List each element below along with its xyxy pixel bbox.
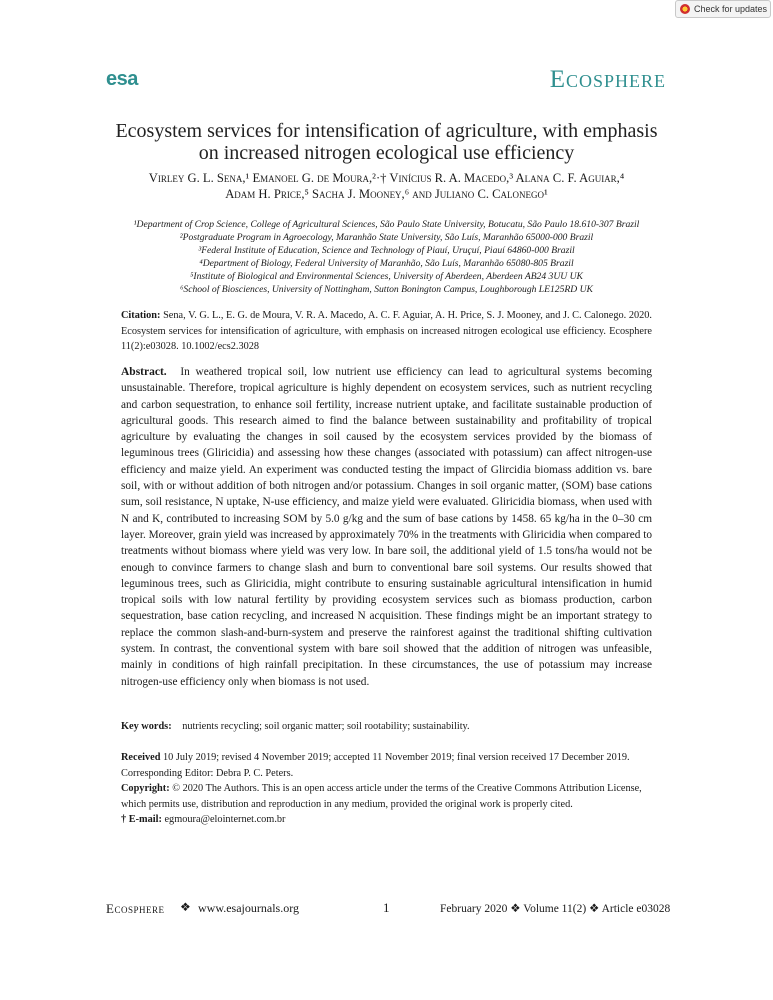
abstract <box>121 364 652 690</box>
affiliation-5: ⁵Institute of Biological and Environmental Sciences, University of Aberdeen, Aberdeen AB24 3UU UK <box>190 271 583 282</box>
footer-separator-icon: ❖ <box>180 900 191 914</box>
affiliation-3: ³Federal Institute of Education, Science and Technology of Piauí, Uruçuí, Piauí 64860-000 Brazil <box>198 245 575 256</box>
authors-line-1: Virley G. L. Sena,¹ Emanoel G. de Moura,²·† Vinícius R. A. Macedo,³ Alana C. F. Aguiar,⁴ <box>148 171 625 185</box>
affiliations <box>80 218 693 296</box>
affiliation-1: ¹Department of Crop Science, College of Agricultural Sciences, São Paulo State University, Botucatu, São Paulo 18.610-307 Brazil <box>133 219 640 230</box>
citation-text: Sena, V. G. L., E. G. de Moura, V. R. A. Macedo, A. C. F. Aguiar, A. H. Price, S. J. Mooney, and J. C. Calonego. 2020. Ecosystem services for intensification of agriculture, with emphasis on increased nitrogen ecological use efficiency. Ecosphere 11(2):e03028. 10.1002/ecs2.3028 <box>121 310 652 353</box>
copyright-line <box>121 781 652 812</box>
journal-name: Ecosphere <box>549 66 666 93</box>
article-title <box>80 120 693 164</box>
footer-journal-name: Ecosphere <box>106 901 165 916</box>
check-for-updates-button[interactable] <box>675 0 771 18</box>
received-text: 10 July 2019; revised 4 November 2019; accepted 11 November 2019; final version received 17 December 2019. Corresponding Editor: Debra P. C. Peters. <box>121 752 630 779</box>
email-line <box>121 812 652 828</box>
affiliation-6: ⁶School of Biosciences, University of Nottingham, Sutton Bonington Campus, Loughborough LE125RD UK <box>180 284 593 295</box>
received-line <box>121 750 652 781</box>
abstract-text: In weathered tropical soil, low nutrient use efficiency can lead to agricultural systems becoming unsustainable. Therefore, tropical agriculture is highly dependent on ecosystem services, such as nutrient recycling and carbon sequestration, to enhance soil fertility, increase nutrient uptake, and facilitate sustainable production of agricultural goods. This research aimed to find the balance between sustainability and profitability of tropical agriculture by evaluating the changes in soil caused by the ecosystem services provided by the biomass of leguminous trees (Gliricidia) and assessing how these changes (associated with potassium) can affect nitrogen-use efficiency and maize yield. An experiment was conducted testing the impact of Glircidia biomass addition vs. bare soil, with or without addition of both nitrogen and/or potassium. Changes in soil organic matter, (SOM) base cations sum, soil resistance, N uptake, N-use efficiency, and maize yield were evaluated. Gliricidia biomass, when used with N and K, contributed to increasing SOM by 5.0 g/kg and the sum of base cations by 1458. 65 kg/ha in the 0–30 cm layer. Moreover, grain yield was increased by approximately 70% in the treatments with Gliricidia when compared to treatments without biomass where yield was very low. In bare soil, the additional yield of 1.5 tons/ha would not be enough to convince farmers to change slash and burn to conventional bare soil systems. Our results showed that leguminous trees, such as Gliricidia, might contribute to ensuring sustainable agricultural intensification in humid tropical soils with low natural fertility by providing ecosystem services such as biomass production, carbon sequestration, base cation recycling, and increased N acquisition. These findings might be an important strategy to replace the common slash-and-burn-system and preserve the rainforest against the traditional shifting cultivation system. In contrast, the conventional system with bare soil showed that the addition of nitrogen was unfeasible, mainly in conditions of high rainfall precipitation. In these circumstances, the use of potassium may increase nitrogen-use efficiency only when biomass is not used. <box>121 366 653 688</box>
copyright-label: Copyright: <box>121 783 170 795</box>
title-line-2: on increased nitrogen ecological use efficiency <box>198 142 575 164</box>
received-label: Received <box>121 752 161 763</box>
abstract-heading: Abstract. <box>121 366 167 378</box>
authors-line-2: Adam H. Price,⁵ Sacha J. Mooney,⁶ and Juliano C. Calonego¹ <box>225 187 548 201</box>
email-link[interactable]: egmoura@elointernet.com.br <box>164 814 286 826</box>
email-label: † E-mail: <box>121 814 162 826</box>
keywords <box>121 720 652 734</box>
page-number: 1 <box>383 900 390 915</box>
affiliation-4: ⁴Department of Biology, Federal University of Maranhão, São Luís, Maranhão 65080-805 Brazil <box>199 258 574 269</box>
copyright-text: © 2020 The Authors. This is an open access article under the terms of the Creative Commons Attribution License, which permits use, distribution and reproduction in any medium, provided the original work is properly cited. <box>121 783 642 810</box>
article-history <box>121 750 652 828</box>
title-line-1: Ecosystem services for intensification of agriculture, with emphasis <box>115 120 658 142</box>
author-list <box>80 170 693 202</box>
check-for-updates-label: Check for updates <box>694 4 768 14</box>
citation-label: Citation: <box>121 310 161 321</box>
crossmark-icon <box>680 4 690 14</box>
keywords-label: Key words: <box>121 721 172 732</box>
footer-url-link[interactable]: www.esajournals.org <box>198 901 299 915</box>
keywords-text: nutrients recycling; soil organic matter; soil rootability; sustainability. <box>182 721 470 732</box>
esa-logo: esa <box>106 68 138 90</box>
affiliation-2: ²Postgraduate Program in Agroecology, Maranhão State University, São Luís, Maranhão 65000-000 Brazil <box>179 232 594 243</box>
footer-issue-info: February 2020 ❖ Volume 11(2) ❖ Article e03028 <box>440 903 671 915</box>
citation <box>121 308 652 355</box>
